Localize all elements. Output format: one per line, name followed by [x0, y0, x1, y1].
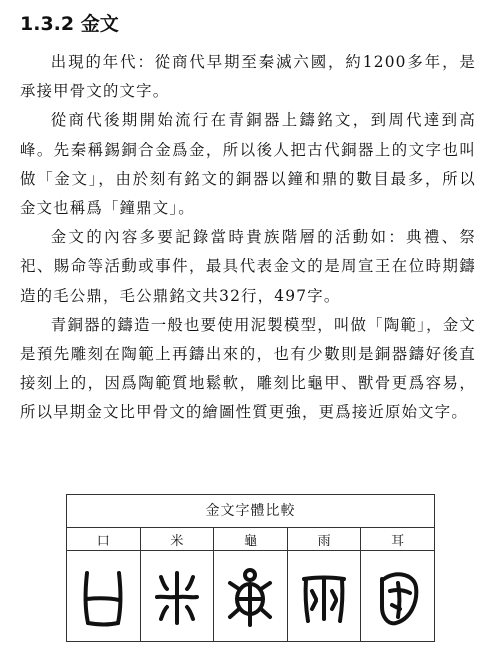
- glyph-cell-kou: [67, 551, 141, 642]
- glyph-cell-gui: [214, 551, 288, 642]
- header-cell-yu: 雨: [288, 528, 362, 550]
- paragraph-era: 出現的年代：從商代早期至秦滅六國，約1200多年，是承接甲骨文的文字。: [20, 53, 476, 101]
- mi-bronze-glyph-icon: [149, 565, 205, 629]
- header-cell-kou: 口: [67, 528, 141, 550]
- glyph-cell-er: [361, 551, 434, 642]
- glyph-comparison-table: [66, 494, 435, 642]
- paragraph-content: 金文的內容多要記錄當時貴族階層的活動如：典禮、祭祀、賜命等活動或事件，最具代表金文的是周宣王在位時期鑄造的毛公鼎，毛公鼎銘文共32行，497字。: [20, 228, 476, 305]
- glyph-cell-mi: [141, 551, 215, 642]
- header-cell-gui: 龜: [214, 528, 288, 550]
- table-header-row: [67, 528, 434, 551]
- table-title: 金文字體比較: [67, 495, 434, 528]
- paragraph-origin: 從商代後期開始流行在青銅器上鑄銘文，到周代達到高峰。先秦稱錫銅合金爲金，所以後人把古代銅器上的文字也叫做「金文」，由於刻有銘文的銅器以鐘和鼎的數目最多，所以金文也稱爲「鐘鼎文」。: [20, 111, 476, 218]
- kou-bronze-glyph-icon: [75, 565, 131, 629]
- section-title: 金文: [80, 13, 119, 35]
- section-number: 1.3.2: [20, 13, 75, 35]
- body-text: [20, 48, 476, 428]
- glyph-cell-yu: [288, 551, 362, 642]
- er-bronze-glyph-icon: [370, 565, 426, 629]
- section-heading: [20, 12, 119, 36]
- paragraph-casting: 青銅器的鑄造一般也要使用泥製模型，叫做「陶範」，金文是預先雕刻在陶範上再鑄出來的，也有少數則是銅器鑄好後直接刻上的，因爲陶範質地鬆軟，雕刻比龜甲、獸骨更爲容易，所以早期金文比甲骨文的繪圖性質更強，更爲接近原始文字。: [20, 315, 476, 422]
- header-cell-mi: 米: [141, 528, 215, 550]
- yu-bronze-glyph-icon: [296, 565, 352, 629]
- table-glyph-row: [67, 551, 434, 642]
- header-cell-er: 耳: [391, 533, 405, 549]
- gui-bronze-glyph-icon: [222, 565, 278, 629]
